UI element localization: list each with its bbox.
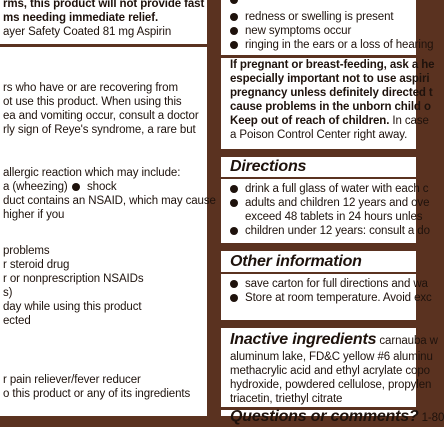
risk-item-directed: ected	[3, 315, 31, 327]
in-case-text: In case	[392, 115, 429, 127]
other-info-storage: Store at room temperature. Avoid exc	[245, 292, 432, 304]
bullet-icon	[230, 185, 238, 193]
risk-item-daily: day while using this product	[3, 301, 142, 313]
inactive-ingredients-first: carnauba w	[379, 335, 438, 347]
reye-warning-line-3: ea and vomiting occur, consult a doctor	[3, 110, 199, 122]
inactive-ingredients-line-2: aluminum lake, FD&C yellow #6 aluminu	[230, 351, 433, 363]
bullet-icon	[230, 13, 238, 21]
heading-underline	[221, 272, 416, 274]
directions-item-water: drink a full glass of water with each c	[245, 183, 429, 195]
section-divider-thick	[221, 243, 416, 251]
bullet-icon	[72, 183, 80, 191]
reye-warning-line-1: rs who have or are recovering from	[3, 82, 178, 94]
questions-phone: 1-80	[421, 412, 444, 424]
bullet-icon	[230, 227, 238, 235]
inactive-ingredients-heading: Inactive ingredients	[230, 331, 377, 348]
stop-use-new-symptoms: new symptoms occur	[245, 25, 352, 37]
pregnancy-warning-line-3: pregnancy unless definitely directed t	[230, 87, 433, 99]
pregnancy-warning-line-1: If pregnant or breast-feeding, ask a he	[230, 59, 435, 71]
left-label-column	[0, 0, 216, 416]
allergy-item-wheezing: a (wheezing)	[3, 181, 68, 193]
risk-item-problems: problems	[3, 245, 50, 257]
section-divider-thick	[221, 320, 416, 328]
fast-relief-warning-line-1: rms, this product will not provide fast	[3, 0, 205, 10]
pregnancy-warning-line-4: cause problems in the unborn child o	[230, 101, 431, 113]
reye-warning-line-2: ot use this product. When using this	[3, 96, 182, 108]
stop-use-redness: redness or swelling is present	[245, 11, 394, 23]
section-divider	[0, 44, 207, 47]
questions-line	[230, 408, 444, 427]
poison-control-line: a Poison Control Center right away.	[230, 129, 408, 141]
do-not-use-line-2: o this product or any of its ingredients	[3, 388, 191, 400]
bullet-icon	[230, 41, 238, 49]
bullet-icon	[230, 294, 238, 302]
pregnancy-warning-line-2: especially important not to use aspiri	[230, 73, 430, 85]
other-info-save-carton: save carton for full directions and wa	[245, 278, 428, 290]
right-label-column	[221, 0, 444, 425]
allergy-item-shock: shock	[87, 181, 117, 193]
bullet-icon	[230, 27, 238, 35]
stop-use-ringing-ears: ringing in the ears or a loss of hearing	[245, 39, 434, 51]
product-comparison-line: ayer Safety Coated 81 mg Aspirin	[3, 26, 172, 38]
reye-warning-line-4: rly sign of Reye's syndrome, a rare but	[3, 124, 196, 136]
bullet-icon	[230, 280, 238, 288]
inactive-ingredients-line-3: methacrylic acid and ethyl acrylate copo	[230, 365, 430, 377]
keep-out-of-reach-text: Keep out of reach of children.	[230, 115, 390, 127]
bullet-icon	[230, 199, 238, 207]
questions-heading: Questions or comments?	[230, 408, 419, 425]
risk-item-nsaids: r or nonprescription NSAIDs	[3, 273, 144, 285]
allergy-warning-line: allergic reaction which may include:	[3, 167, 181, 179]
heading-underline	[221, 177, 416, 179]
inactive-ingredients-line	[230, 331, 438, 350]
fast-relief-warning-line-2: ms needing immediate relief.	[3, 12, 159, 24]
risk-item-fragment: s)	[3, 287, 13, 299]
nsaid-warning-line-1: duct contains an NSAID, which may cause	[3, 195, 216, 207]
risk-item-steroid: r steroid drug	[3, 259, 70, 271]
directions-heading: Directions	[230, 158, 307, 175]
directions-item-children: children under 12 years: consult a do	[245, 225, 430, 237]
other-information-heading: Other information	[230, 253, 362, 270]
nsaid-warning-line-2: higher if you	[3, 209, 65, 221]
inactive-ingredients-line-5: triacetin, triethyl citrate	[230, 393, 343, 405]
section-divider-thick	[221, 149, 416, 157]
do-not-use-line-1: r pain reliever/fever reducer	[3, 374, 141, 386]
bullet-icon	[230, 0, 238, 4]
inactive-ingredients-line-4: hydroxide, powdered cellulose, propylen	[230, 379, 432, 391]
directions-item-adults-cont: exceed 48 tablets in 24 hours unles	[245, 211, 423, 223]
directions-item-adults: adults and children 12 years and ove	[245, 197, 430, 209]
keep-out-of-reach-line	[230, 114, 429, 128]
